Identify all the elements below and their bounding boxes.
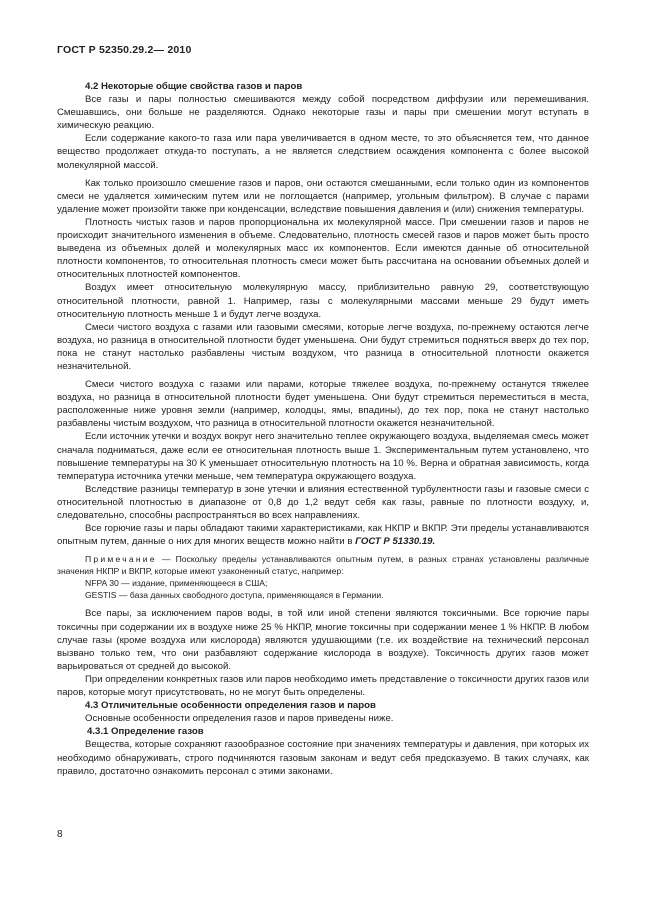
paragraph: Вещества, которые сохраняют газообразное состояние при значениях температуры и давления, при которых их необходимо обнаруживать, строго подчиняются газовым законам и ведут себя предсказуемо. В таких случаях, как правило, достаточно ознакомить персонал с этими законами.	[57, 739, 589, 777]
paragraph: Если содержание какого-то газа или пара увеличивается в одном месте, то это объясняется тем, что данное вещество продолжает откуда-то поступать, а не является следствием осаждения компонента с более высокой молекулярной массой.	[57, 133, 589, 171]
paragraph: Смеси чистого воздуха с газами или газовыми смесями, которые легче воздуха, по-прежнему остаются легче воздуха, но разница в относительной плотности будет уменьшена. Они будут стремиться подняться вверх до тех пор, пока не станут настолько разбавлены чистым воздухом, что разница в относительной плотности окажется незначительной.	[57, 321, 589, 372]
page-content	[57, 80, 589, 778]
paragraph: Все газы и пары полностью смешиваются между собой посредством диффузии или перемешивания. Смешавшись, они больше не разделяются. Однако некоторые газы и пары при смешении могут вступать в химическую реакцию.	[57, 94, 589, 132]
page-number: 8	[57, 829, 63, 840]
paragraph: Вследствие разницы температур в зоне утечки и влияния естественной турбулентности газы и газовые смеси с относительной плотностью в диапазоне от 0,8 до 1,2 ведут себя как газы, равные по плотности воздуху, и, следовательно, способны распространяться во всех направлениях.	[57, 483, 589, 521]
standard-reference: ГОСТ Р 51330.19.	[355, 536, 436, 548]
paragraph: Смеси чистого воздуха с газами или парами, которые тяжелее воздуха, по-прежнему останутся тяжелее воздуха, но разница в относительной плотности будет уменьшена. Они будут стремиться переместиться в места, расположенные ниже уровня земли (например, колодцы, ямы, впадины), до тех пор, пока не станут настолько разбавлены чистым воздухом, что разница в относительной плотности окажется незначительной.	[57, 379, 589, 430]
paragraph: Плотность чистых газов и паров пропорциональна их молекулярной массе. При смешении газов и паров не происходит значительного изменения в объеме. Следовательно, плотность смесей газов и паров может быть просто выведена из объемных долей и молекулярных масс их компонентов. Если имеются данные об относительной плотности компонентов, то относительная плотность смеси может быть рассчитана на основании объемных долей и относительных плотностей компонентов.	[57, 216, 589, 281]
note-paragraph	[57, 554, 589, 578]
after-note	[57, 607, 589, 699]
paragraph: Как только произошло смешение газов и паров, они остаются смешанными, если только один из компонентов смеси не удаляется химическим путем или не поглощается (например, угольным фильтром). В случае с парами удаление может произойти также при конденсации, вследствие повышения давления и (или) снижения температуры.	[57, 177, 589, 215]
section-4-3-title: 4.3 Отличительные особенности определения газов и паров	[85, 700, 376, 712]
note-item: GESTIS — база данных свободного доступа, применяющаяся в Германии.	[85, 589, 384, 600]
paragraph: Основные особенности определения газов и паров приведены ниже.	[85, 713, 394, 725]
document-code-header: ГОСТ Р 52350.29.2— 2010	[57, 44, 192, 56]
paragraph-text: Все горючие газы и пары обладают такими характеристиками, как НКПР и ВКПР. Эти пределы устанавливаются опытным путем, данные о них для многих веществ можно найти в	[57, 523, 589, 548]
note-block	[57, 554, 589, 601]
paragraph: Все пары, за исключением паров воды, в той или иной степени являются токсичными. Все горючие пары токсичны при содержании их в воздухе ниже 25 % НКПР, многие токсичны при содержании менее 1 % НКПР. В любом случае газы (кроме воздуха или кислорода) являются удушающими (т.е. их воздействие на технический персонал вызвано только тем, что они разбавляют содержание кислорода в воздухе). Токсичность других газов может варьироваться от средней до высокой.	[57, 608, 589, 672]
paragraph-with-reference	[57, 522, 589, 548]
note-text: — Поскольку пределы устанавливаются опытным путем, в разных странах установлены различные значения НКПР и ВКПР, которые имеют узаконенный статус, например:	[57, 554, 589, 577]
note-item: NFPA 30 — издание, применяющееся в США;	[85, 577, 268, 588]
section-4-2-title: 4.2 Некоторые общие свойства газов и паров	[85, 81, 303, 92]
paragraph: Воздух имеет относительную молекулярную массу, приблизительно равную 29, соответствующую относительной плотности, равной 1. Например, газы с молекулярными массами меньше 29 будут иметь относительную плотность меньше 1 и будут легче воздуха.	[57, 282, 589, 320]
paragraph: При определении конкретных газов или паров необходимо иметь представление о токсичности других газов или паров, которые могут присутствовать, но не могут быть определены.	[57, 673, 589, 699]
section-4-3-1-title: 4.3.1 Определение газов	[87, 726, 204, 738]
paragraph: Если источник утечки и воздух вокруг него значительно теплее окружающего воздуха, выделяемая смесь может сначала подниматься, даже если ее относительная плотность выше 1. Экспериментальным путем установлено, что повышение температуры на 30 K уменьшает относительную плотность на 10 %. Верна и обратная зависимость, когда температура источника утечки меньше, чем температура окружающего воздуха.	[57, 431, 589, 482]
note-label: Примечание	[85, 554, 157, 565]
